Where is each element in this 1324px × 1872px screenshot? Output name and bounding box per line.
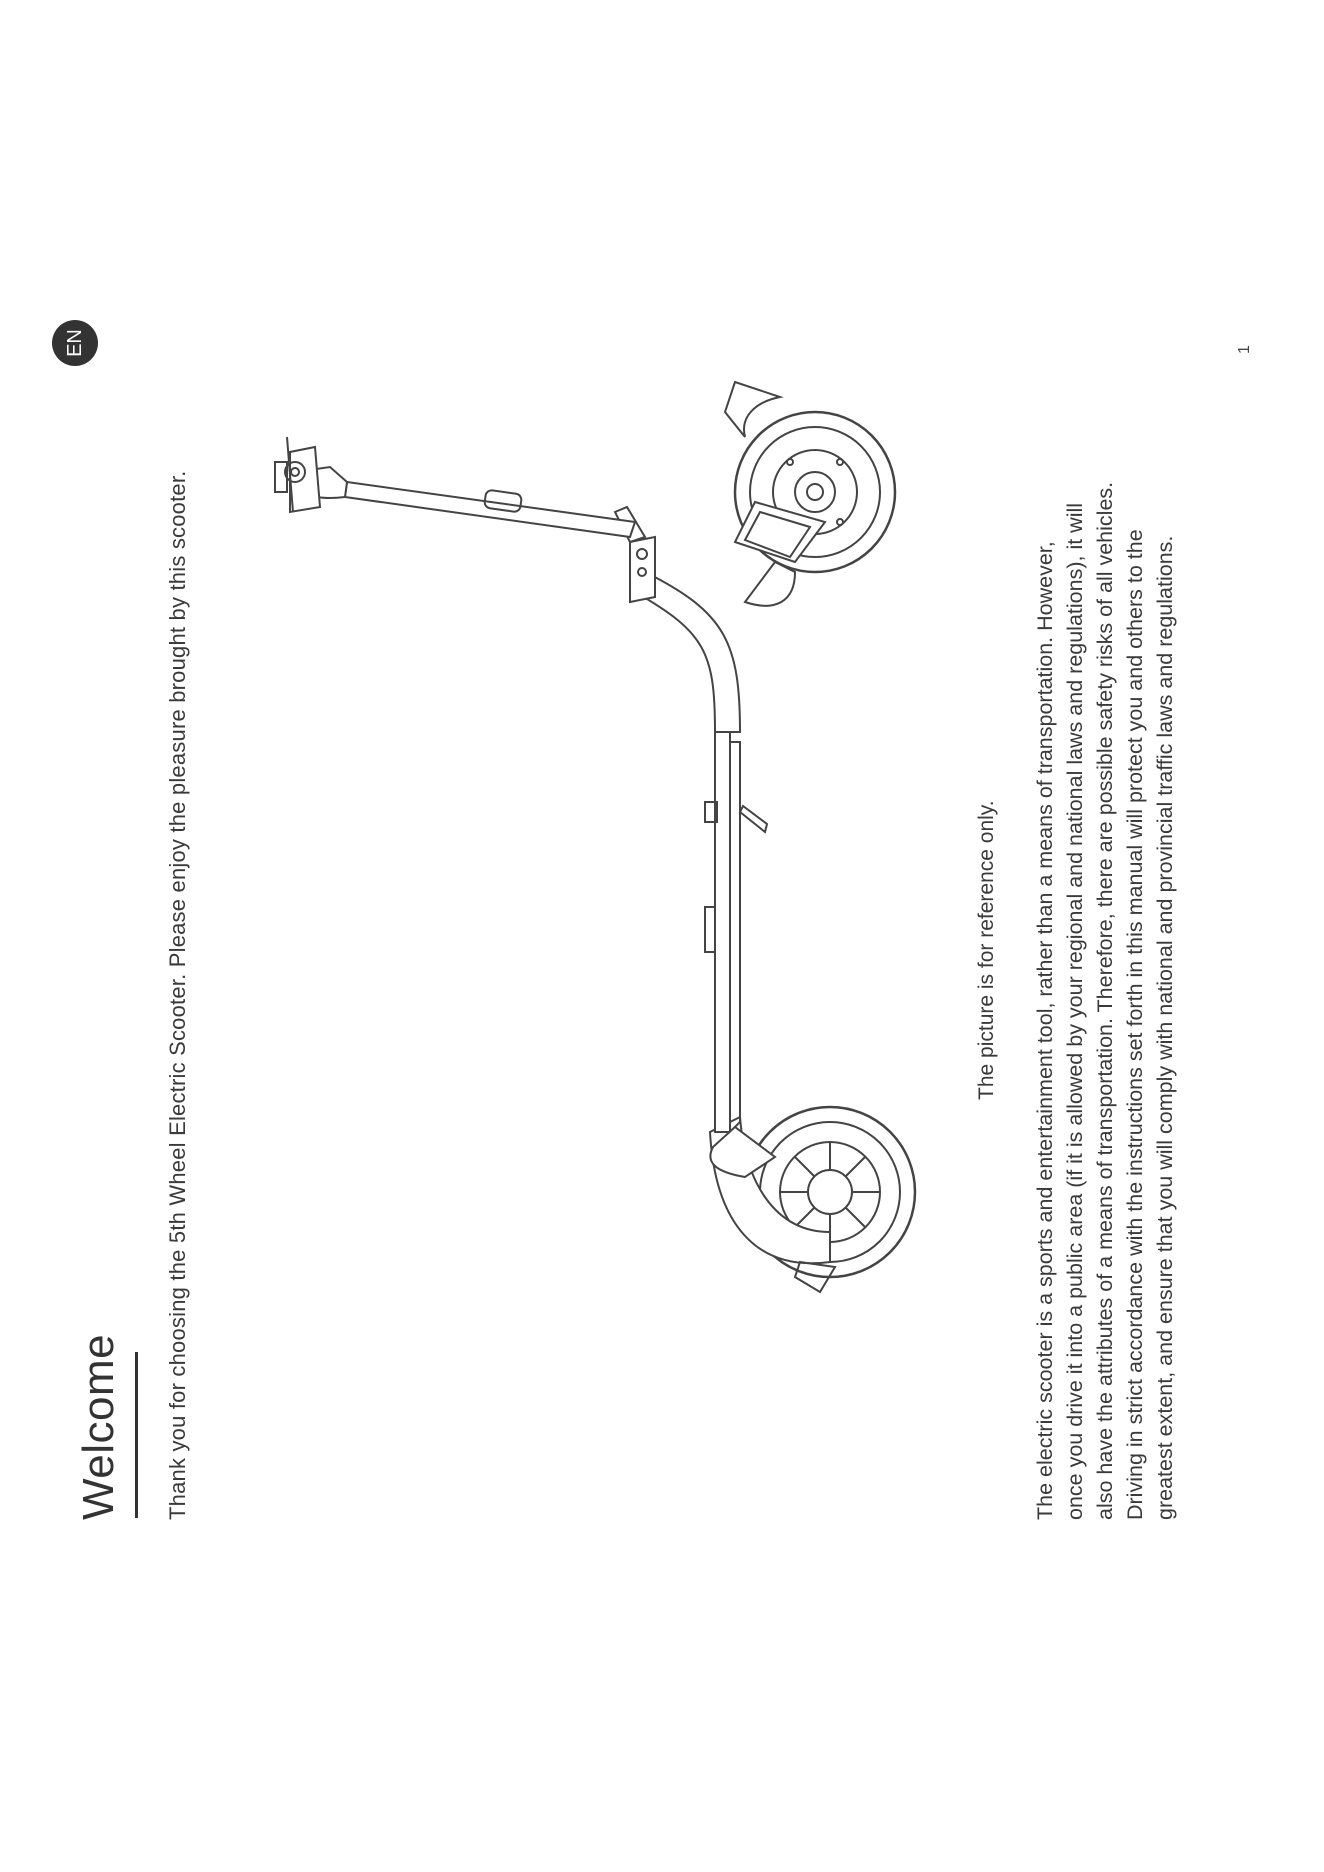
electric-scooter-icon [235,322,995,1372]
deck-icon [705,732,740,1132]
language-badge: EN [52,320,98,366]
title-underline [135,1352,138,1518]
safety-notice-paragraph: The electric scooter is a sports and entertainment tool, rather than a means of transportation. However, once you drive it into a public area (if it is allowed by your regional and national laws and regulations), it will also have the attributes of a means of transportation. Therefore, there are possible safety risks of all vehicles. Driving in strict accordance with the instructions set forth in this manual will protect you and others to the greatest extent, and ensure that you will comply with national and provincial traffic laws and regulations. [1033,481,1177,1520]
intro-text: Thank you for choosing the 5th Wheel Electric Scooter. Please enjoy the pleasure brought by this scooter. [165,470,190,1520]
figure-caption: The picture is for reference only. [975,800,998,1100]
stem-icon [275,437,740,732]
front-wheel-icon [725,382,895,606]
page-title: Welcome [74,1333,123,1520]
page-number: 1 [1236,345,1253,354]
